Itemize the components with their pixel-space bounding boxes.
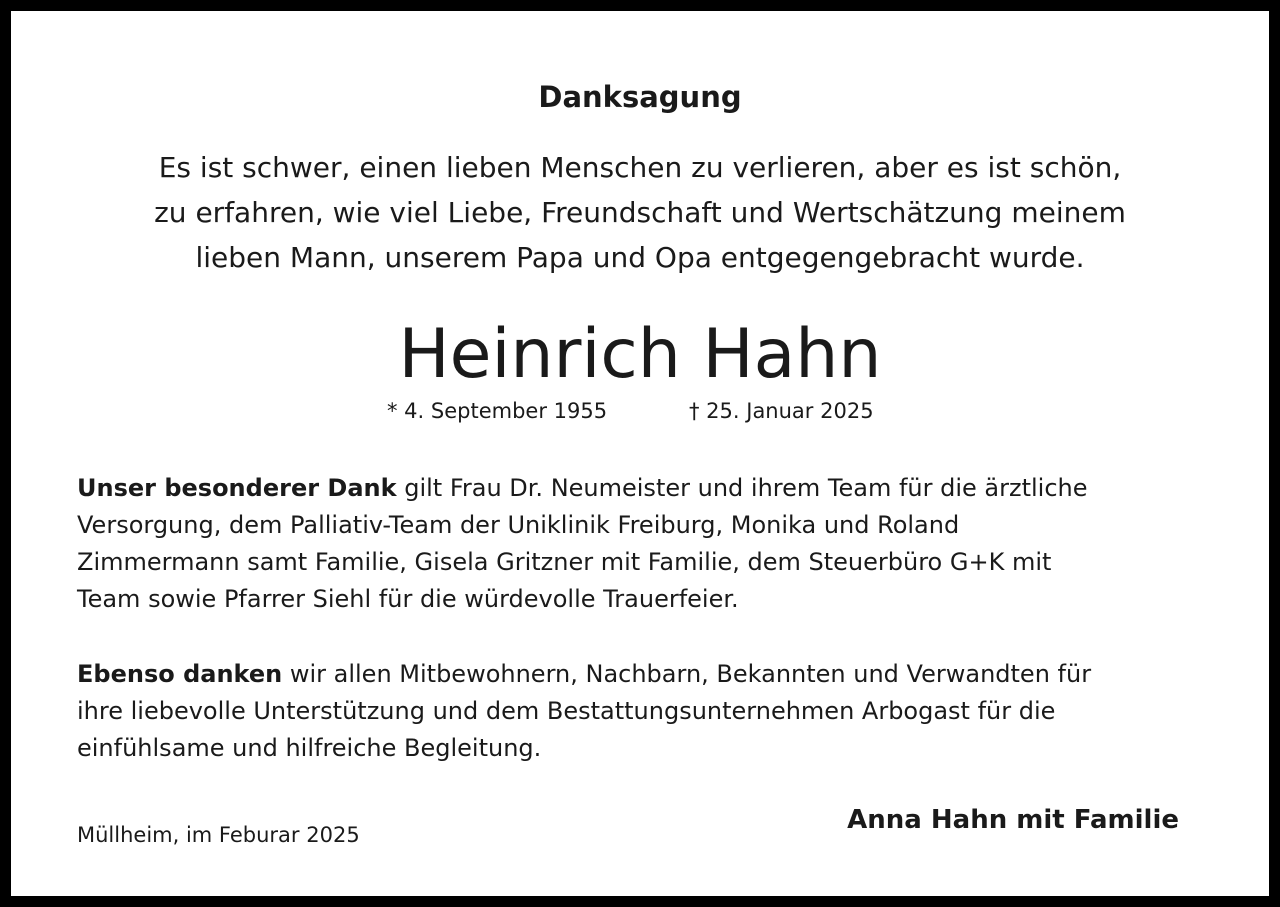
place-and-date: Müllheim, im Feburar 2025 [77, 823, 360, 847]
birth-date: * 4. September 1955 [387, 399, 608, 423]
deceased-name: Heinrich Hahn [398, 315, 882, 394]
signature: Anna Hahn mit Familie [847, 805, 1179, 835]
paragraph-line: Team sowie Pfarrer Siehl für die würdevolle Trauerfeier. [77, 585, 739, 613]
obituary-card [11, 11, 1269, 896]
intro-line: lieben Mann, unserem Papa und Opa entgegengebracht wurde. [195, 241, 1085, 274]
paragraph-line: Zimmermann samt Familie, Gisela Gritzner mit Familie, dem Steuerbüro G+K mit [77, 548, 1052, 576]
paragraph-line [77, 656, 1217, 693]
paragraph-line-rest: wir allen Mitbewohnern, Nachbarn, Bekannten und Verwandten für [282, 660, 1092, 688]
paragraph-line [77, 470, 1217, 507]
thanks-paragraph-2 [77, 656, 1217, 767]
paragraph-bold-lead: Ebenso danken [77, 660, 283, 688]
thanks-paragraph-1 [77, 470, 1217, 618]
intro-line: zu erfahren, wie viel Liebe, Freundschaft und Wertschätzung meinem [154, 196, 1126, 229]
intro-line: Es ist schwer, einen lieben Menschen zu verlieren, aber es ist schön, [158, 151, 1122, 184]
paragraph-bold-lead: Unser besonderer Dank [77, 474, 397, 502]
intro-text [11, 145, 1269, 280]
paragraph-line: einfühlsame und hilfreiche Begleitung. [77, 734, 542, 762]
paragraph-line: Versorgung, dem Palliativ-Team der Uniklinik Freiburg, Monika und Roland [77, 511, 960, 539]
paragraph-line-rest: gilt Frau Dr. Neumeister und ihrem Team für die ärztliche [396, 474, 1088, 502]
death-date: † 25. Januar 2025 [689, 399, 874, 423]
heading: Danksagung [538, 80, 742, 114]
paragraph-line: ihre liebevolle Unterstützung und dem Bestattungsunternehmen Arbogast für die [77, 697, 1056, 725]
